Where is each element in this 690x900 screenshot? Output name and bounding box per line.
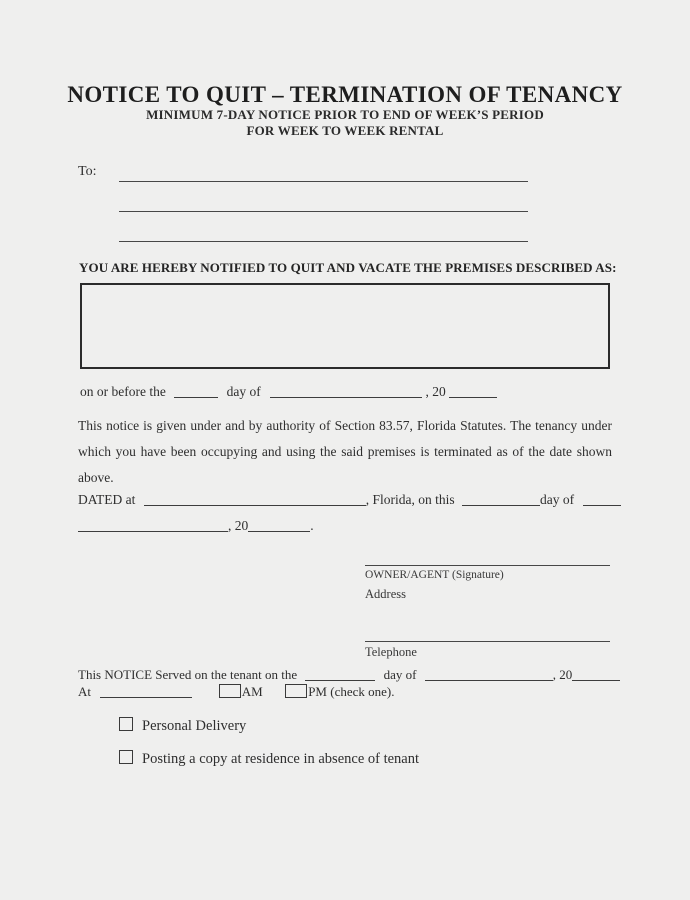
recipient-to-label: To: — [78, 164, 97, 179]
page-title: NOTICE TO QUIT – TERMINATION OF TENANCY — [67, 82, 623, 107]
dated-day-of-label: day of — [540, 492, 575, 507]
posting-copy-checkbox[interactable] — [119, 750, 133, 764]
vacate-date-prefix: on or before the — [80, 384, 166, 399]
service-day-blank[interactable] — [305, 668, 375, 681]
am-checkbox[interactable] — [219, 684, 241, 698]
delivery-option-personal — [119, 717, 246, 735]
service-month-blank[interactable] — [425, 668, 553, 681]
pm-label: PM (check one). — [308, 684, 395, 699]
posting-copy-label: Posting a copy at residence in absence of tenant — [142, 751, 420, 767]
dated-day-blank[interactable] — [462, 493, 540, 506]
statute-paragraph: This notice is given under and by authority of Section 83.57, Florida Statutes. The tenancy under which you have been occupying and using the said premises is terminated as of the date shown above. — [78, 418, 612, 485]
am-label: AM — [241, 684, 263, 699]
vacate-day-of-label: day of — [226, 384, 261, 399]
dated-city-blank[interactable] — [144, 493, 366, 506]
telephone-line[interactable] — [365, 641, 610, 642]
service-date-line — [78, 667, 620, 683]
page-subtitle-line2: FOR WEEK TO WEEK RENTAL — [246, 123, 444, 138]
dated-prefix: DATED at — [78, 492, 136, 507]
service-year-prefix: , 20 — [552, 667, 573, 682]
pm-checkbox[interactable] — [285, 684, 307, 698]
telephone-label: Telephone — [365, 645, 417, 659]
owner-agent-label: OWNER/AGENT (Signature) — [365, 569, 504, 581]
service-time-line — [78, 684, 394, 700]
recipient-line-3[interactable] — [119, 241, 528, 242]
service-at-label: At — [78, 684, 91, 699]
dated-month-blank[interactable] — [78, 519, 228, 532]
vacate-year-prefix: , 20 — [425, 384, 446, 399]
service-time-blank[interactable] — [100, 685, 192, 698]
recipient-line-2[interactable] — [119, 211, 528, 212]
address-label: Address — [365, 587, 406, 601]
personal-delivery-label: Personal Delivery — [142, 718, 247, 734]
service-prefix: This NOTICE Served on the tenant on the — [78, 667, 298, 682]
dated-period: . — [310, 518, 314, 533]
vacate-date-line — [80, 384, 497, 400]
personal-delivery-checkbox[interactable] — [119, 717, 133, 731]
vacate-notice-heading: YOU ARE HEREBY NOTIFIED TO QUIT AND VACATE THE PREMISES DESCRIBED AS: — [79, 260, 617, 275]
dated-year-blank[interactable] — [248, 519, 310, 532]
dated-year-prefix: , 20 — [228, 518, 249, 533]
recipient-line-1[interactable] — [119, 181, 528, 182]
vacate-day-blank[interactable] — [174, 385, 218, 398]
service-day-of-label: day of — [383, 667, 417, 682]
owner-agent-signature-line[interactable] — [365, 565, 610, 566]
premises-description-box[interactable] — [80, 283, 610, 369]
dated-line-2 — [78, 518, 314, 534]
dated-month-blank-start[interactable] — [583, 493, 621, 506]
service-year-blank[interactable] — [572, 668, 620, 681]
page-subtitle-line1: MINIMUM 7-DAY NOTICE PRIOR TO END OF WEEK’S PERIOD — [146, 107, 544, 122]
delivery-option-posting — [119, 750, 419, 768]
vacate-month-blank[interactable] — [270, 385, 422, 398]
vacate-year-blank[interactable] — [449, 385, 497, 398]
dated-line — [78, 492, 621, 508]
dated-florida-label: , Florida, on this — [365, 492, 455, 507]
